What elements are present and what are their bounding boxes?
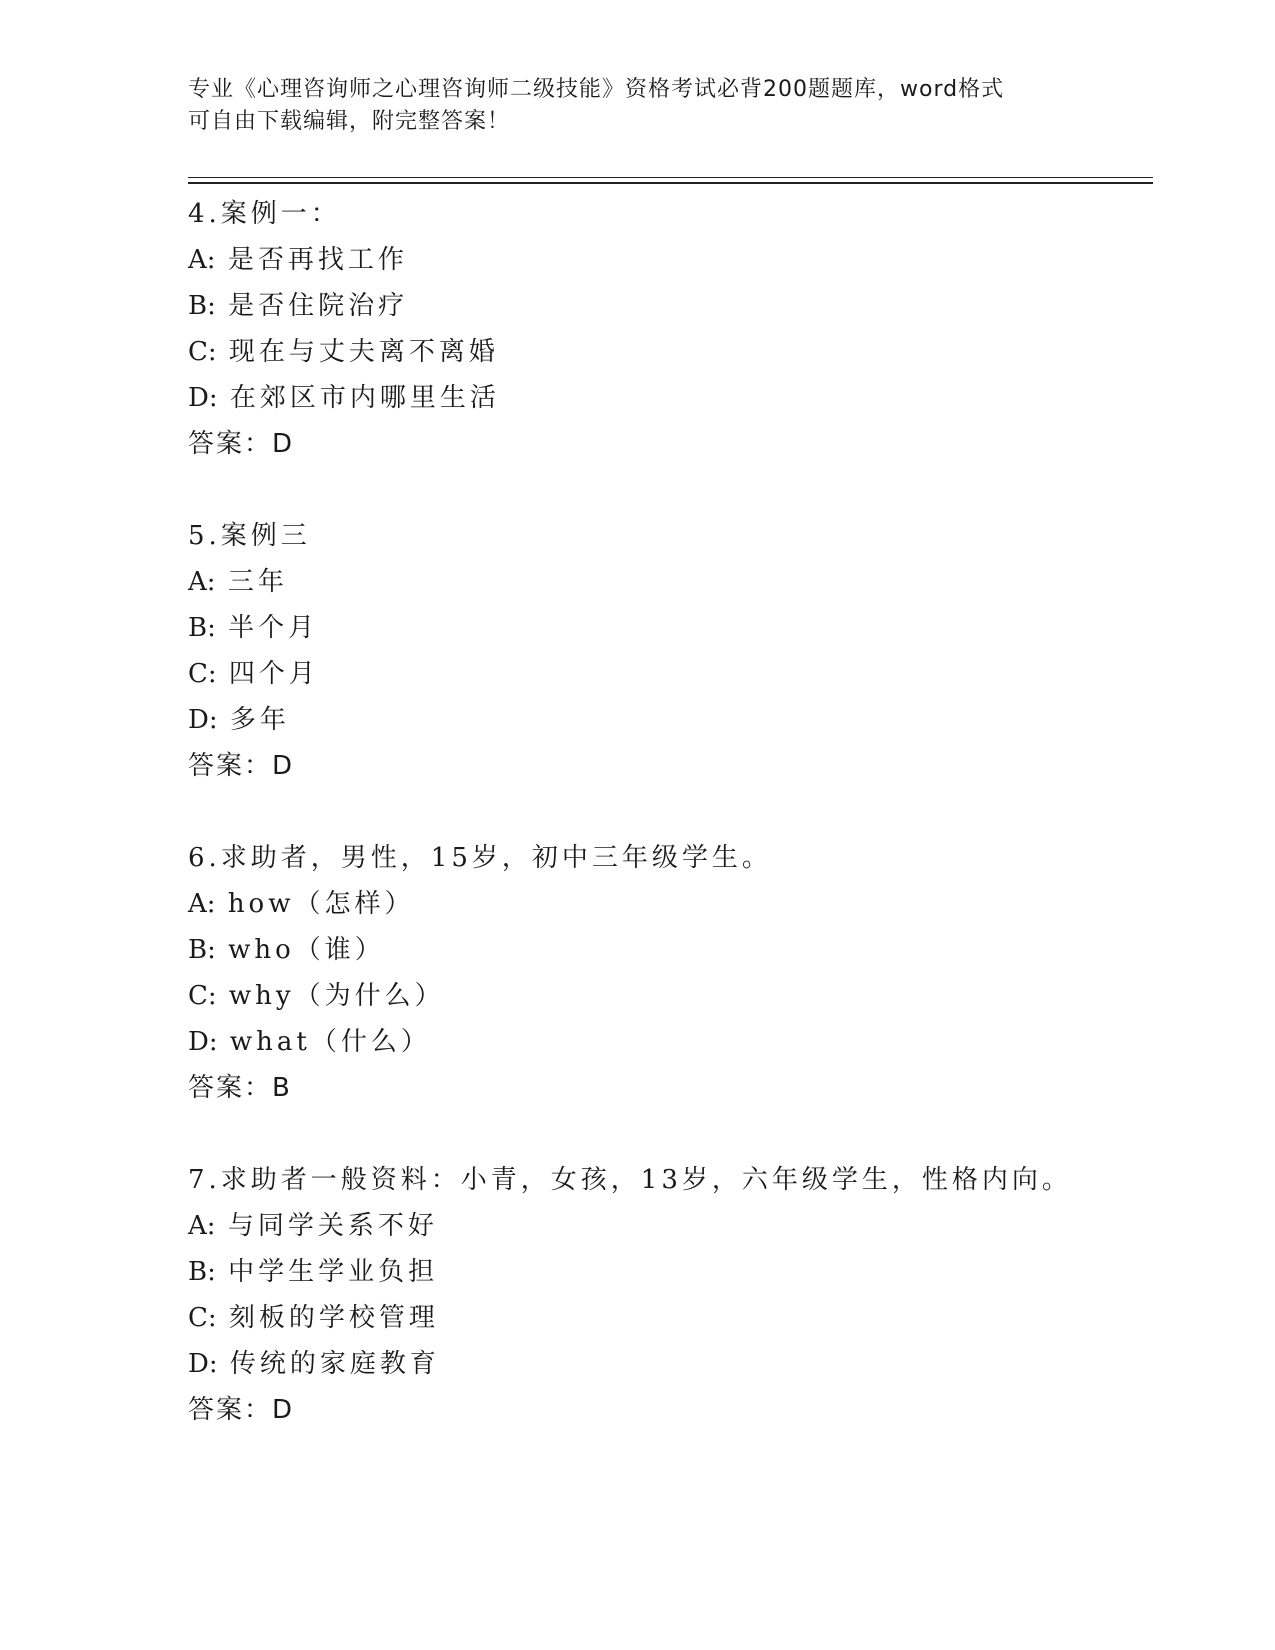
option-text: 在郊区市内哪里生活 — [229, 383, 500, 413]
header-divider-thin — [188, 177, 1153, 178]
option-text: 三年 — [227, 567, 288, 597]
question-stem: 7.求助者一般资料：小青，女孩，13岁，六年级学生，性格内向。 — [188, 1165, 1072, 1195]
option-text: 传统的家庭教育 — [229, 1349, 440, 1379]
option-letter: B: — [188, 1257, 216, 1287]
option-letter: C: — [188, 659, 217, 689]
option-b — [188, 1249, 1148, 1295]
option-letter: D: — [188, 705, 218, 735]
option-letter: D: — [188, 1349, 218, 1379]
header-divider-thick — [188, 182, 1153, 184]
option-d — [188, 375, 1148, 421]
option-text: 刻板的学校管理 — [228, 1303, 439, 1333]
answer-line: 答案：D — [188, 429, 295, 459]
answer-line: 答案：B — [188, 1073, 292, 1103]
header-line-2: 可自由下载编辑，附完整答案！ — [188, 109, 511, 134]
option-letter: B: — [188, 935, 216, 965]
option-letter: C: — [188, 337, 217, 367]
option-a — [188, 881, 1148, 927]
header-line-1: 专业《心理咨询师之心理咨询师二级技能》资格考试必背200题题库，word格式 — [188, 77, 1005, 102]
question-7 — [188, 1157, 1148, 1433]
option-text: 半个月 — [228, 613, 319, 643]
question-stem: 4.案例一： — [188, 199, 341, 229]
question-5 — [188, 513, 1148, 789]
option-letter: D: — [188, 383, 218, 413]
document-header — [188, 74, 1088, 138]
option-text: how（怎样） — [227, 889, 415, 919]
option-text: why（为什么） — [228, 981, 445, 1011]
option-a — [188, 559, 1148, 605]
option-letter: B: — [188, 613, 216, 643]
option-letter: A: — [188, 889, 216, 919]
option-text: 多年 — [229, 705, 290, 735]
option-letter: C: — [188, 981, 217, 1011]
option-text: 中学生学业负担 — [228, 1257, 439, 1287]
option-letter: D: — [188, 1027, 218, 1057]
option-d — [188, 1341, 1148, 1387]
option-text: 是否住院治疗 — [228, 291, 409, 321]
option-letter: C: — [188, 1303, 217, 1333]
option-d — [188, 1019, 1148, 1065]
option-letter: B: — [188, 291, 216, 321]
option-c — [188, 651, 1148, 697]
option-d — [188, 697, 1148, 743]
option-b — [188, 927, 1148, 973]
option-c — [188, 1295, 1148, 1341]
option-c — [188, 973, 1148, 1019]
option-b — [188, 605, 1148, 651]
question-stem: 6.求助者，男性，15岁，初中三年级学生。 — [188, 843, 772, 873]
option-text: 现在与丈夫离不离婚 — [228, 337, 499, 367]
option-letter: A: — [188, 567, 216, 597]
option-a — [188, 237, 1148, 283]
answer-line: 答案：D — [188, 751, 295, 781]
option-letter: A: — [188, 1211, 216, 1241]
option-text: 是否再找工作 — [227, 245, 408, 275]
question-list — [188, 191, 1148, 1479]
question-4 — [188, 191, 1148, 467]
option-b — [188, 283, 1148, 329]
option-text: 四个月 — [228, 659, 319, 689]
option-text: who（谁） — [228, 935, 385, 965]
option-letter: A: — [188, 245, 216, 275]
option-text: what（什么） — [229, 1027, 431, 1057]
answer-line: 答案：D — [188, 1395, 295, 1425]
question-stem: 5.案例三 — [188, 521, 311, 551]
option-a — [188, 1203, 1148, 1249]
option-text: 与同学关系不好 — [227, 1211, 438, 1241]
option-c — [188, 329, 1148, 375]
question-6 — [188, 835, 1148, 1111]
